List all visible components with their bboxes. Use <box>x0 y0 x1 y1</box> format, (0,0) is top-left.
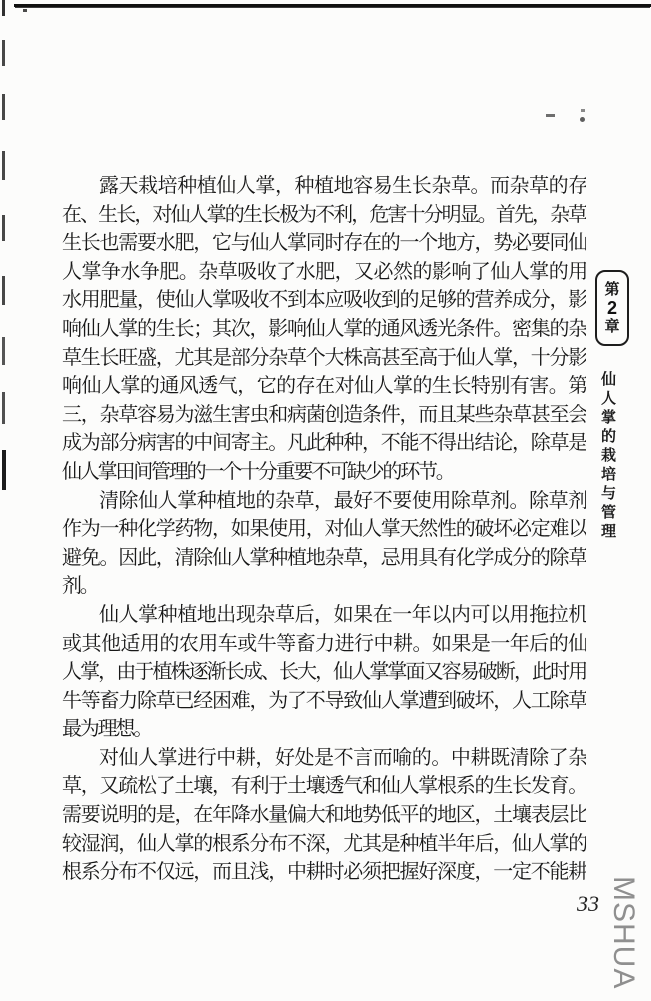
text-line: 人掌，由于植株逐渐长成、长大，仙人掌掌面又容易破断，此时用 <box>62 661 586 684</box>
text-line: 草，又疏松了土壤，有利于土壤透气和仙人掌根系的生长发育。 <box>62 775 586 798</box>
text-line: 避免。因此，清除仙人掌种植地杂草，忌用具有化学成分的除草 <box>62 546 586 569</box>
text-line: 仙人掌田间管理的一个十分重要不可缺少的环节。 <box>62 460 454 483</box>
text-line: 水用肥量，使仙人掌吸收不到本应吸收到的足够的营养成分，影 <box>62 289 586 312</box>
watermark: MSHUA <box>607 876 640 990</box>
text-line: 清除仙人掌种植地的杂草，最好不要使用除草剂。除草剂 <box>99 489 586 512</box>
page-number: 33 <box>577 891 599 916</box>
text-line: 作为一种化学药物，如果使用，对仙人掌天然性的破坏必定难以 <box>62 518 586 541</box>
scan-tick-mark <box>2 337 5 365</box>
chapter-badge-prefix: 第 <box>604 281 620 298</box>
scan-speck <box>580 117 585 122</box>
scan-speck <box>23 9 27 12</box>
scan-tick-mark <box>2 276 5 305</box>
chapter-badge-number: 2 <box>606 297 617 318</box>
text-line: 在、生长，对仙人掌的生长极为不利，危害十分明显。首先，杂草 <box>62 203 586 226</box>
scan-tick-mark <box>2 151 5 180</box>
text-line: 响仙人掌的通风透气，它的存在对仙人掌的生长特别有害。第 <box>62 375 586 398</box>
text-line: 对仙人掌进行中耕，好处是不言而喻的。中耕既清除了杂 <box>99 746 586 769</box>
scan-tick-mark <box>2 40 5 66</box>
scan-tick-mark <box>2 450 6 490</box>
text-line: 需要说明的是，在年降水量偏大和地势低平的地区，土壤表层比 <box>62 804 586 827</box>
chapter-title: 仙人掌的栽培与管理 <box>599 371 615 542</box>
text-line: 人掌争水争肥。杂草吸收了水肥，又必然的影响了仙人掌的用 <box>62 260 586 283</box>
text-line: 剂。 <box>62 575 98 598</box>
text-line: 三，杂草容易为滋生害虫和病菌创造条件，而且某些杂草甚至会 <box>62 403 586 426</box>
text-line: 或其他适用的农用车或牛等畜力进行中耕。如果是一年后的仙 <box>62 632 586 655</box>
text-line: 响仙人掌的生长；其次，影响仙人掌的通风透光条件。密集的杂 <box>62 317 586 340</box>
text-line: 草生长旺盛，尤其是部分杂草个大株高甚至高于仙人掌，十分影 <box>62 346 586 369</box>
text-line: 牛等畜力除草已经困难，为了不导致仙人掌遭到破坏，人工除草 <box>62 689 586 712</box>
chapter-badge <box>595 270 629 346</box>
text-line: 露天栽培种植仙人掌，种植地容易生长杂草。而杂草的存 <box>99 175 586 197</box>
text-line: 根系分布不仅远，而且浅，中耕时必须把握好深度，一定不能耕 <box>62 861 586 884</box>
scan-speck <box>546 114 555 117</box>
text-line: 仙人掌种植地出现杂草后，如果在一年以内可以用拖拉机 <box>99 603 586 626</box>
text-line: 最为理想。 <box>62 718 151 741</box>
text-line: 生长也需要水肥，它与仙人掌同时存在的一个地方，势必要同仙 <box>62 232 586 255</box>
text-line: 较湿润，仙人掌的根系分布不深，尤其是种植半年后，仙人掌的 <box>62 832 586 855</box>
body-text <box>62 172 586 887</box>
scan-tick-mark <box>2 0 5 16</box>
scan-speck <box>581 109 585 112</box>
scan-tick-mark <box>2 392 5 424</box>
scan-tick-mark <box>2 215 5 241</box>
text-line: 成为部分病害的中间寄主。凡此种种，不能不得出结论，除草是 <box>62 432 586 455</box>
chapter-badge-suffix: 章 <box>604 318 620 335</box>
scan-tick-mark <box>2 94 5 120</box>
scan-edge-line-top <box>14 4 651 7</box>
